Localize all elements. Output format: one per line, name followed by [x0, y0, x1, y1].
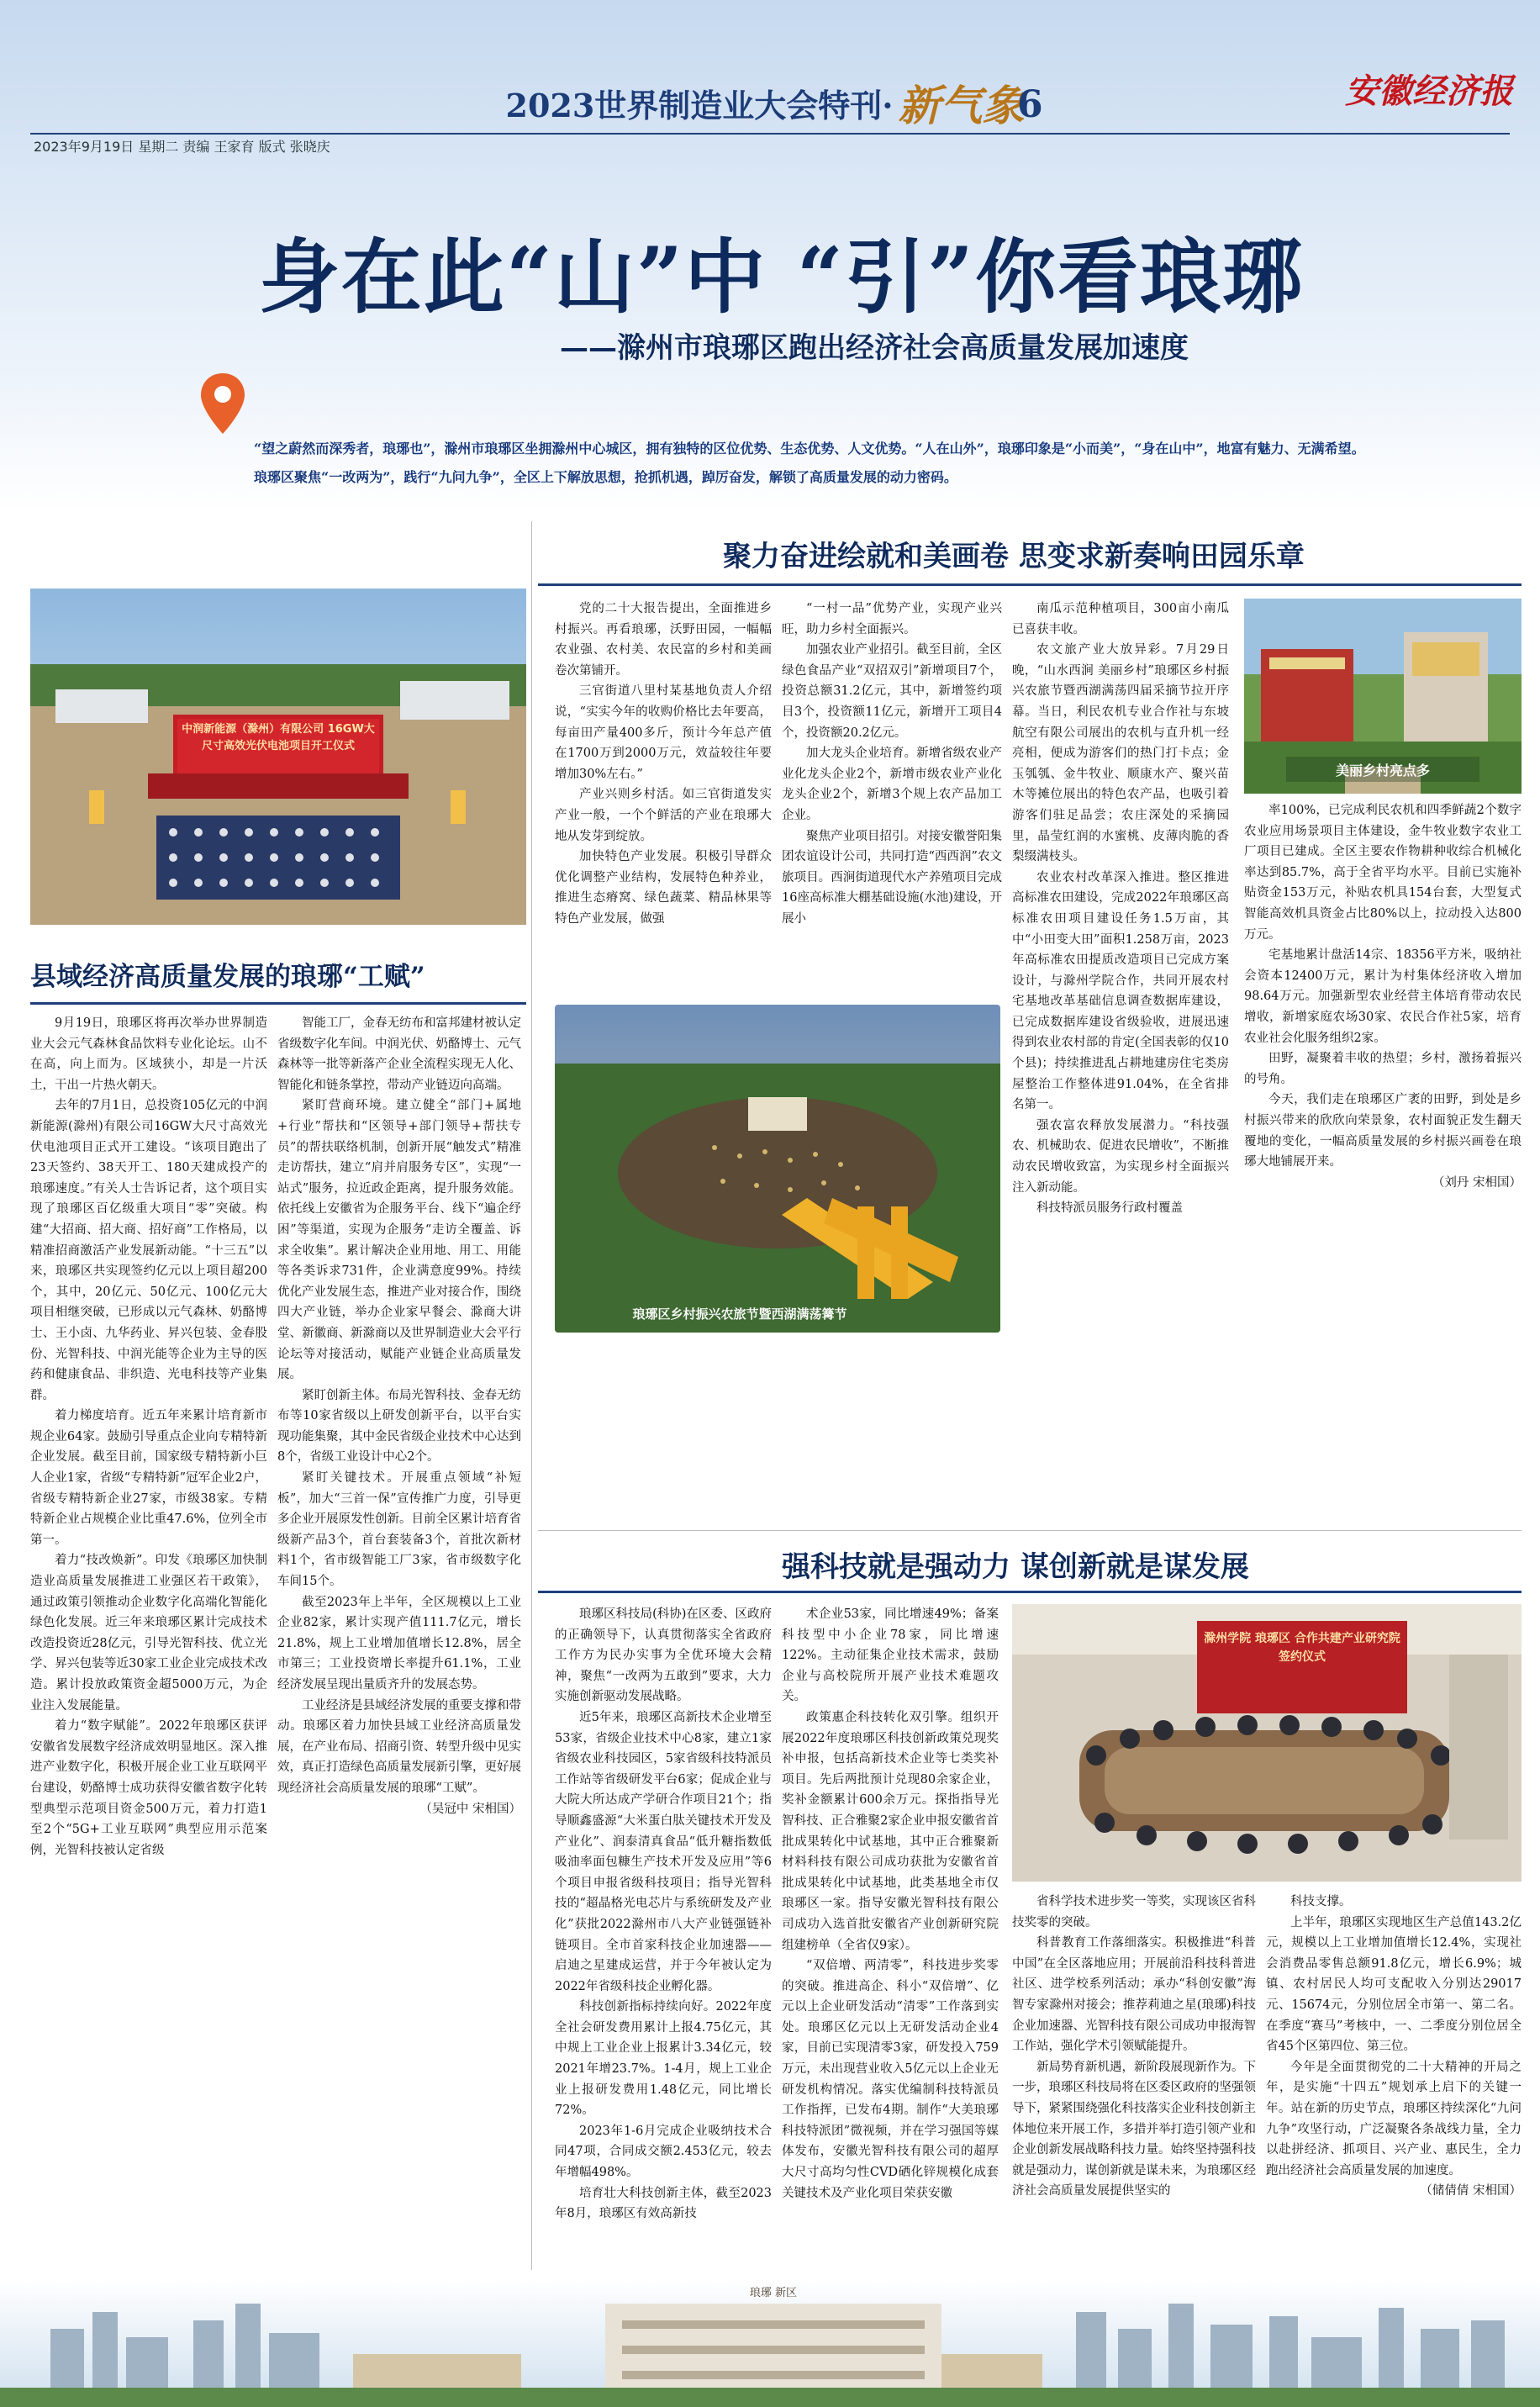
column-divider — [531, 521, 532, 2270]
article-paragraph: 着力“数字赋能”。2022年琅琊区获评安徽省发展数字经济成效明显地区。深入推进产业数字化，积极开展企业工业互联网平台建设，奶酪博士成功获得安徽省数字化转型典型示范项目资金500万元，着力打造1至2个“5G+工业互联网”典型应用示范案例，光智科技被认定省级 — [30, 1719, 267, 1857]
article-column — [277, 1013, 521, 2266]
header-rule — [30, 133, 1510, 135]
article-paragraph: 农业农村改革深入推进。整区推进高标准农田建设，完成2022年琅琊区高标准农田项目建设任务1.5万亩，其中“小田变大田”面积1.258万亩，2023年高标准农田提质改造项目已完成方案设计，与滁州学院合作，共同开展农村宅基地改革基础信息调查数据库建设，已完成数据库建设省级验收，进展迅速得到农业农村部的肯定(全国表彰的仅10个县)；持续推进乱占耕地建房住宅类房屋整治工作整体进91.04%，在全省排名第一。 — [1012, 870, 1229, 1112]
article-paragraph: 科技创新指标持续向好。2022年度全社会研发费用累计上报4.75亿元，其中规上工业企业上报累计3.34亿元，较2021年增23.7%。1-4月，规上工业企业上报研发费用1.48亿元，同比增长72%。 — [555, 2000, 772, 2118]
section-rule — [30, 1002, 526, 1005]
page-number: 6 — [1017, 82, 1043, 126]
article-paragraph: 培育壮大科技创新主体，截至2023年8月，琅琊区有效高新技 — [555, 2186, 772, 2221]
article-paragraph: 上半年，琅琊区实现地区生产总值143.2亿元，规模以上工业增加值增长12.4%，实现社会消费品零售总额91.8亿元，增长6.9%；城镇、农村居民人均可支配收入分别达29017元、15674元，分别位居全市第一、第二名。在季度“赛马”考核中，一、二季度分别位居全省45个区第四位、第三位。 — [1266, 1915, 1522, 2054]
article-paragraph: 省科学技术进步奖一等奖，实现该区省科技奖零的突破。 — [1012, 1895, 1256, 1929]
article-paragraph: 紧盯创新主体。布局光智科技、金春无纺布等10家省级以上研发创新平台，以平台实现功能集聚，其中金民省级企业技术中心达到8个，省级工业设计中心2个。 — [277, 1388, 521, 1465]
photo-banner-text: 滁州学院 琅琊区 合作共建产业研究院签约仪式 — [1204, 1632, 1400, 1664]
article-paragraph: 9月19日，琅琊区将再次举办世界制造业大会元气森林食品饮料专业化论坛。山不在高，向上而为。区域狭小，却是一片沃土，干出一片热火朝天。 — [30, 1016, 267, 1092]
article-paragraph: 三官街道八里村某基地负责人介绍说，“实实今年的收购价格比去年要高，每亩田产量400多斤，预计今年总产值在1700万到2000万元，效益较往年要增加30%左右。” — [555, 684, 772, 781]
article-column — [782, 1604, 999, 2268]
newspaper-brand: 安徽经济报 — [1345, 71, 1513, 111]
article-byline: （吴冠中 宋相国） — [419, 1802, 521, 1816]
article-paragraph: 新局势育新机遇，新阶段展现新作为。下一步，琅琊区科技局将在区委区政府的坚强领导下，紧紧围绕强化科技落实企业科技创新主体地位来开展工作，多措并举打造引领产业和企业创新发展战略科技力量。始终坚持强科技就是强动力，谋创新就是谋未来，为琅琊区经济社会高质量发展提供坚实的 — [1012, 2060, 1256, 2198]
article-paragraph: 截至2023年上半年，全区规模以上工业企业82家，累计实现产值111.7亿元，增长21.8%，规上工业增加值增长12.8%，居全市第三；工业投资增长率提升61.1%，工业经济发展呈现出量质齐升的发展态势。 — [277, 1595, 521, 1692]
article-paragraph: 今年是全面贯彻党的二十大精神的开局之年，是实施“十四五”规划承上启下的关键一年。站在新的历史节点，琅琊区持续深化“九问九争”攻坚行动，广泛凝聚各条战线力量，全力以赴拼经济、抓项目、兴产业、惠民生，全力跑出经济社会高质量发展的加速度。 — [1266, 2060, 1522, 2177]
section-heading-rural: 聚力奋进绘就和美画卷 思变求新奏响田园乐章 — [723, 539, 1305, 573]
photo-agritourism-festival-graphic — [555, 1005, 1000, 1333]
article-paragraph: 党的二十大报告提出，全面推进乡村振兴。再看琅琊，沃野田园，一幅幅农业强、农村美、农民富的乡村和美画卷次第铺开。 — [555, 602, 772, 678]
section-rule — [538, 583, 1522, 586]
special-issue-logo: 新气象 — [898, 81, 1025, 130]
article-paragraph: 着力梯度培育。近五年来累计培育新市规企业64家。鼓励引导重点企业向专精特新企业发展。截至目前，国家级专精特新小巨人企业1家，省级“专精特新”冠军企业2户，省级专精特新企业27家，市级38家。专精特新企业占规模企业比重47.6%，位列全市第一。 — [30, 1409, 267, 1547]
dateline: 2023年9月19日 星期二 责编 王家育 版式 张晓庆 — [34, 139, 330, 155]
article-paragraph: “一村一品”优势产业，实现产业兴旺，助力乡村全面振兴。 — [782, 602, 1002, 636]
page-subheadline: ——滁州市琅琊区跑出经济社会高质量发展加速度 — [560, 330, 1189, 365]
article-paragraph: 紧盯关键技术。开展重点领域“补短板”，加大“三首一保”宣传推广力度，引导更多企业开展原发性创新。目前全区累计培育省级新产品3个，首台套装备3个，首批次新材料1个，省市级智能工厂3家，省市级数字化车间15个。 — [277, 1471, 521, 1589]
photo-signing-ceremony — [1012, 1604, 1522, 1882]
article-paragraph: 产业兴则乡村活。如三官街道发实产业一般，一个个鲜活的产业在琅琊大地从发芽到绽放。 — [555, 788, 772, 843]
page-headline: 身在此“山”中 “引”你看琅琊 — [258, 229, 1305, 325]
photo-caption: 美丽乡村亮点多 — [1286, 757, 1479, 782]
article-paragraph: 聚焦产业项目招引。对接安徽誉阳集团农谊设计公司，共同打造“西西润”农文旅项目。西涧街道现代水产养殖项目完成16座高标准大棚基础设施(水池)建设，开展小 — [782, 829, 1002, 926]
article-column — [782, 599, 1002, 994]
article-column — [1266, 1892, 1522, 2268]
article-paragraph: 琅琊区科技局(科协)在区委、区政府的正确领导下，认真贯彻落实全省政府工作方为民办实事为全优环境大会精神，聚焦“一改两为五敢到”要求，大力实施创新驱动发展战略。 — [555, 1607, 772, 1704]
article-paragraph: 加大龙头企业培育。新增省级农业产业化龙头企业2个，新增市级农业产业化龙头企业2个，新增3个规上农产品加工企业。 — [782, 747, 1002, 822]
article-column — [555, 599, 772, 994]
article-byline: （储倩倩 宋相国） — [1420, 2184, 1522, 2198]
article-paragraph: “双倍增、两清零”，科技进步奖零的突破。推进高企、科小“双倍增”、亿元以上企业研发活动“清零”工作落到实处。琅琊区亿元以上无研发活动企业4家，目前已实现清零3家，研发投入759万元，未出现营业收入5亿元以上企业无研发机构情况。落实优编制科技特派员工作指挥，已发布4期。制作“大美琅琊科技特派团”微视频，并在学习强国等媒体发布，安徽光智科技有限公司的超厚大尺寸高均匀性CVD硒化锌规模化成套关键技术及产业化项目荣获安徽 — [782, 1959, 999, 2200]
article-column — [1012, 599, 1229, 1523]
article-paragraph: 近5年来，琅琊区高新技术企业增至53家，省级企业技术中心8家，建立1家省级农业科技园区，5家省级科技特派员工作站等省级研发平台6家；促成企业与大院大所达成产学研合作项目21个；指导顺鑫盛源“大米蛋白肽关键技术开发及产业化”、润泰清真食品“低升糖指数低吸油率面包糠生产技术开发及应用”等6个项目申报省级科技项目；指导光智科技的“超晶格光电芯片与系统研发及产业化”获批2022滁州市八大产业链强链补链项目。全市首家科技企业加速器——启迪之星建成运营，并于今年被认定为2022年省级科技企业孵化器。 — [555, 1710, 772, 1993]
intro-block — [227, 437, 1421, 494]
article-paragraph: 农文旅产业大放异彩。7月29日晚，“山水西涧 美丽乡村”琅琊区乡村振兴农旅节暨西湖满荡四届采摘节拉开序幕。当日，利民农机专业合作社与东坡航空有限公司展出的农机与直升机一经亮相，便成为游客们的热门打卡点；金玉瓠瓠、金牛牧业、顺康水产、聚兴苗木等摊位展出的特色农产品，也吸引着游客们驻足品尝；农庄深处的采摘园里，晶莹红润的水蜜桃、皮薄肉脆的香梨缀满枝头。 — [1012, 643, 1229, 864]
article-paragraph: 2023年1-6月完成企业吸纳技术合同47项，合同成交额2.453亿元，较去年增幅498%。 — [555, 2124, 772, 2180]
article-paragraph: 今天，我们走在琅琊区广袤的田野，到处是乡村振兴带来的欣欣向荣景象，农村面貌正发生翻天覆地的变化，一幅高质量发展的乡村振兴画卷在琅琊大地铺展开来。 — [1244, 1093, 1522, 1169]
section-heading-industry: 县域经济高质量发展的琅琊“工赋” — [30, 961, 425, 992]
article-paragraph: 术企业53家，同比增速49%；备案科技型中小企业78家，同比增速122%。主动征集企业技术需求，鼓励企业与高校院所开展产业技术难题攻关。 — [782, 1607, 999, 1704]
article-paragraph: 南瓜示范种植项目，300亩小南瓜已喜获丰收。 — [1012, 602, 1229, 636]
article-column — [1012, 1892, 1256, 2268]
article-paragraph: 政策惠企科技转化双引擎。组织开展2022年度琅琊区科技创新政策兑现奖补申报，包括高新技术企业等七类奖补项目。先后两批预计兑现80余家企业，奖补金额累计600余万元。探指指导光智科技、正合雅聚2家企业申报安徽省首批成果转化中试基地，其中正合雅聚新材料科技有限公司成功获批为安徽省首批成果转化中试基地，此类基地全市仅琅琊区一家。指导安徽光智科技有限公司成功入选首批安徽省产业创新研究院组建榜单（全省仅9家）。 — [782, 1710, 999, 1952]
section-divider — [538, 1530, 1522, 1531]
article-paragraph: 加强农业产业招引。截至目前，全区绿色食品产业“双招双引”新增项目7个，投资总额31.2亿元，其中，新增签约项目3个，投资额11亿元，新增开工项目4个，投资额20.2亿元。 — [782, 643, 1002, 740]
building-sign: 琅琊 新区 — [749, 2287, 798, 2299]
article-paragraph: 科技支撑。 — [1290, 1895, 1352, 1908]
section-rule — [538, 1591, 1522, 1593]
special-issue-title: 2023世界制造业大会特刊· 新气象 — [496, 77, 1034, 128]
article-column — [555, 1604, 772, 2268]
article-paragraph: 宅基地累计盘活14宗、18356平方米，吸纳社会资本12400万元，累计为村集体经济收入增加98.64万元。加强新型农业经营主体培育带动农民增收，新增家庭农场30家、农民合作社5家，培育农业社会化服务组织2家。 — [1244, 948, 1522, 1045]
location-pin-icon — [198, 370, 248, 437]
article-column — [30, 1013, 267, 2266]
photo-caption: 琅琊区乡村振兴农旅节暨西湖满荡篝节 — [632, 1306, 847, 1322]
article-paragraph: 加快特色产业发展。积极引导群众优化调整产业结构，发展特色种养业，推进生态瘠窝、绿色蔬菜、精品林果等特色产业发展，做强 — [555, 850, 772, 926]
article-paragraph: 智能工厂，金春无纺布和富邦建材被认定省级数字化车间。中润光伏、奶酪博士、元气森林等一批等新落产企业全流程实现无人化、智能化和链条掌控，带动产业链迈向高端。 — [277, 1016, 521, 1092]
photo-solar-groundbreaking — [30, 589, 526, 925]
photo-agritourism-festival — [555, 1005, 1000, 1333]
article-paragraph: 科普教育工作落细落实。积极推进“科普中国”在全区落地应用；开展前沿科技科普进社区、进学校系列活动；承办“科创安徽”海智专家滁州对接会；推荐莉迪之星(琅琊)科技企业加速器、光智科技有限公司成功申报海智工作站，强化学术引领赋能提升。 — [1012, 1936, 1256, 2054]
photo-city-panorama — [0, 2278, 1540, 2407]
article-paragraph: 工业经济是县域经济发展的重要支撑和带动。琅琊区着力加快县域工业经济高质量发展，在产业布局、招商引资、转型升级中见实效，真正打造绿色高质量发展新引擎，更好展现经济社会高质量发展的琅琊“工赋”。 — [277, 1698, 521, 1795]
article-paragraph: 田野，凝聚着丰收的热望；乡村，激扬着振兴的号角。 — [1244, 1052, 1522, 1086]
article-paragraph: 科技特派员服务行政村覆盖 — [1036, 1201, 1183, 1216]
article-paragraph: 紧盯营商环境。建立健全“部门+属地+行业”帮扶和“区领导+部门领导+帮扶专员”的帮扶联络机制，创新开展“触发式”精准走访帮扶，建立“肩并肩服务专区”，实现“一站式”服务，拉近政企距离，提升服务效能。依托线上安徽省为企服务平台、线下“遍企纾困”等渠道，实现为企服务“走访全覆盖、诉求全收集”。累计解决企业用地、用工、用能等各类诉求731件，企业满意度99%。持续优化产业发展生态，推进产业对接合作，围绕四大产业链，举办企业家早餐会、滁商大讲堂、新徽商、新滁商以及世界制造业大会平行论坛等对接活动，赋能产业链企业高质量发展。 — [277, 1099, 521, 1382]
intro-paragraph: 琅琊区聚焦“一改两为”，践行“九问九争”，全区上下解放思想，抢抓机遇，踔厉奋发，解锁了高质量发展的动力密码。 — [254, 469, 957, 485]
photo-banner-text: 中润新能源（滁州）有限公司 16GW大尺寸高效光伏电池项目开工仪式 — [182, 723, 375, 752]
article-paragraph: 去年的7月1日，总投资105亿元的中润新能源(滁州)有限公司16GW大尺寸高效光伏电池项目正式开工建设。“该项目跑出了23天签约、38天开工、180天建成投产的琅琊速度。”有关人士告诉记者，这个项目实现了琅琊区百亿级重大项目“零”突破。构建“大招商、招大商、招好商”工作格局，以精准招商激活产业发展新动能。“十三五”以来，琅琊区共实现签约亿元以上项目超200个，其中，20亿元、50亿元、100亿元大项目相继突破，已形成以元气森林、奶酪博士、王小卤、九华药业、昇兴包装、金春股份、光智科技、中润光能等企业为主导的医药和健康食品、非织造、光电科技等产业集群。 — [30, 1099, 267, 1402]
article-paragraph: 强农富农释放发展潜力。“科技强农、机械助农、促进农民增收”，不断推动农民增收致富，为实现乡村全面振兴注入新动能。 — [1012, 1118, 1229, 1195]
article-column — [1244, 800, 1522, 1523]
photo-beautiful-village — [1244, 599, 1522, 794]
section-heading-tech: 强科技就是强动力 谋创新就是谋发展 — [782, 1549, 1249, 1584]
article-byline: （刘丹 宋相国） — [1432, 1175, 1522, 1190]
article-paragraph: 着力“技改焕新”。印发《琅琊区加快制造业高质量发展推进工业强区若干政策》，通过政策引领推动企业数字化高端化智能化绿色化发展。近三年来琅琊区累计完成技术改造投资近28亿元，引导光智科技、优立光学、昇兴包装等近30家工业企业完成技术改造。累计投放政策资金超5000万元，为企业注入发展能量。 — [30, 1554, 267, 1713]
intro-paragraph: “望之蔚然而深秀者，琅琊也”，滁州市琅琊区坐拥滁州中心城区，拥有独特的区位优势、生态优势、人文优势。“人在山外”，琅琊印象是“小而美”，“身在山中”，地富有魅力、无满希望。 — [254, 441, 1365, 457]
article-paragraph: 率100%，已完成利民农机和四季鲜蔬2个数字农业应用场景项目主体建设，金牛牧业数字农业工厂项目已建成。全区主要农作物耕种收综合机械化率达到85.7%，高于全省平均水平。目前已实施补贴资金153万元，补贴农机具154台套，大型复式智能高效机具资金占比80%以上，拉动投入达800万元。 — [1244, 804, 1522, 942]
